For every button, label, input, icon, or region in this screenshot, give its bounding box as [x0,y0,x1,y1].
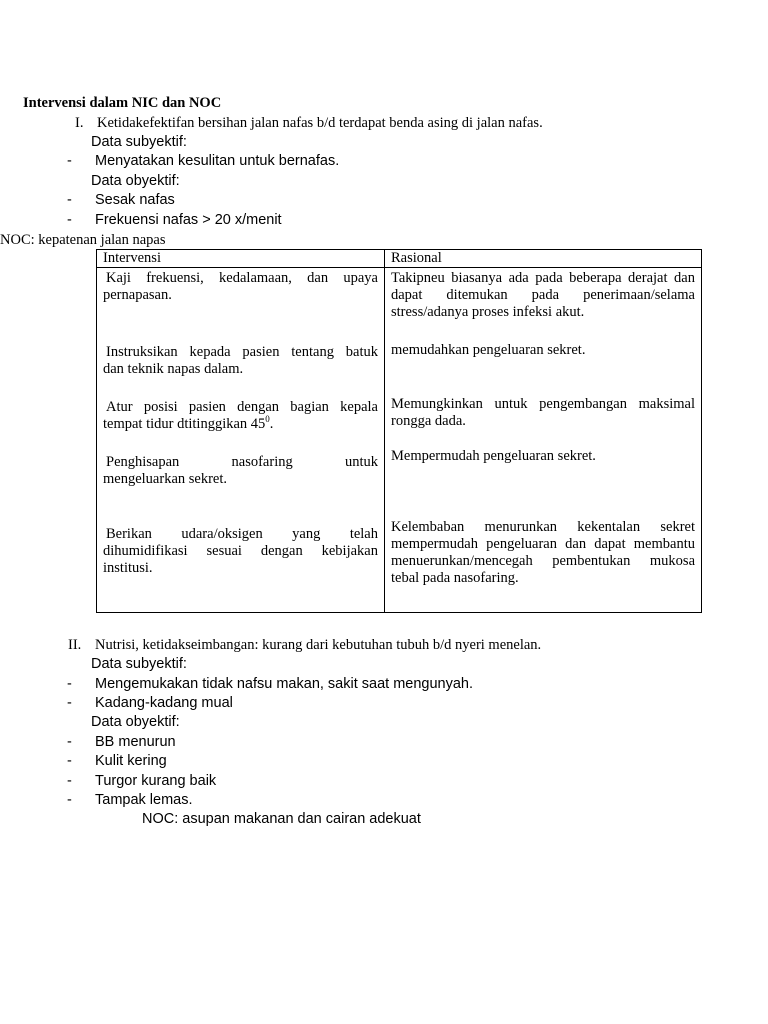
intervensi-line: mengeluarkan sekret. [103,471,228,487]
section-2-objective-label: Data obyektif: [91,714,180,730]
rasional-line: stress/adanya proses infeksi akut. [391,304,585,320]
section-2-title: Nutrisi, ketidakseimbangan: kurang dari kebutuhan tubuh b/d nyeri menelan. [95,637,542,653]
rasional-line: Memungkinkan untuk pengembangan maksimal [391,396,695,412]
section-1-noc: NOC: kepatenan jalan napas [0,232,166,248]
rasional-line: rongga dada. [391,413,466,429]
intervensi-item [103,399,378,433]
bullet-dash: - [67,734,72,750]
section-1-objective-item: Sesak nafas [95,192,175,208]
intervensi-item [103,270,378,304]
intervensi-line [103,416,378,433]
section-1-objective-label: Data obyektif: [91,173,180,189]
intervensi-line: dan teknik napas dalam. [103,361,244,377]
rasional-line: Kelembaban menurunkan kekentalan sekret [391,519,695,535]
table-body-row [97,268,702,613]
bullet-dash: - [67,153,72,169]
rasional-item [391,519,695,587]
section-1-subjective-label: Data subyektif: [91,134,187,150]
table-header-row [97,250,702,268]
intervensi-column [97,268,385,613]
rasional-item [391,448,695,465]
rasional-line: dapat ditemukan pada penerimaan/selama [391,287,695,303]
rasional-line: Mempermudah pengeluaran sekret. [391,448,596,464]
page-heading: Intervensi dalam NIC dan NOC [23,95,222,111]
section-2-objective-item: BB menurun [95,734,176,750]
intervensi-item [103,526,378,577]
rasional-line: menuerunkan/mencegah pembentukan mukosa [391,553,695,569]
bullet-dash: - [67,792,72,808]
bullet-dash: - [67,212,72,228]
section-2-objective-item: Turgor kurang baik [95,773,217,789]
bullet-dash: - [67,676,72,692]
table-header-rasional: Rasional [385,250,702,268]
rasional-line: tebal pada nasofaring. [391,570,519,586]
rasional-line: Takipneu biasanya ada pada beberapa derajat dan [391,270,695,286]
intervensi-text: tempat tidur dtitinggikan 45 [103,416,266,432]
intervensi-line: institusi. [103,560,153,576]
section-2-subjective-label: Data subyektif: [91,656,187,672]
degree-superscript: 0 [265,414,270,425]
rasional-line: memudahkan pengeluaran sekret. [391,342,586,358]
rasional-item [391,342,695,359]
section-1-title: Ketidakefektifan bersihan jalan nafas b/d terdapat benda asing di jalan nafas. [97,115,543,131]
intervensi-line: Berikan udara/oksigen yang telah [106,526,378,542]
intervensi-line: Kaji frekuensi, kedalamaan, dan upaya [106,270,378,286]
table-header-intervensi: Intervensi [97,250,385,268]
section-2-objective-item: Tampak lemas. [95,792,193,808]
section-2-subjective-item: Mengemukakan tidak nafsu makan, sakit saat mengunyah. [95,676,474,692]
section-2-subjective-item: Kadang-kadang mual [95,695,233,711]
intervensi-item [103,344,378,378]
rasional-line: mempermudah pengeluaran dan dapat membantu [391,536,695,552]
intervensi-line: pernapasan. [103,287,172,303]
intervensi-line: dihumidifikasi sesuai dengan kebijakan [103,543,378,559]
section-1-subjective-item: Menyatakan kesulitan untuk bernafas. [95,153,340,169]
section-1-numeral: I. [75,115,84,131]
bullet-dash: - [67,695,72,711]
section-1-objective-item: Frekuensi nafas > 20 x/menit [95,212,282,228]
rasional-item [391,270,695,321]
rasional-column [385,268,702,613]
intervensi-line: Instruksikan kepada pasien tentang batuk [106,344,378,360]
section-2-numeral: II. [68,637,82,653]
section-2-noc: NOC: asupan makanan dan cairan adekuat [142,811,421,827]
intervensi-line: Penghisapan nasofaring untuk [106,454,378,470]
intervensi-text: . [269,416,274,432]
bullet-dash: - [67,773,72,789]
bullet-dash: - [67,192,72,208]
intervention-table [96,249,702,613]
intervensi-item [103,454,378,488]
intervensi-line: Atur posisi pasien dengan bagian kepala [106,399,378,415]
rasional-item [391,396,695,430]
bullet-dash: - [67,753,72,769]
section-2-objective-item: Kulit kering [95,753,167,769]
